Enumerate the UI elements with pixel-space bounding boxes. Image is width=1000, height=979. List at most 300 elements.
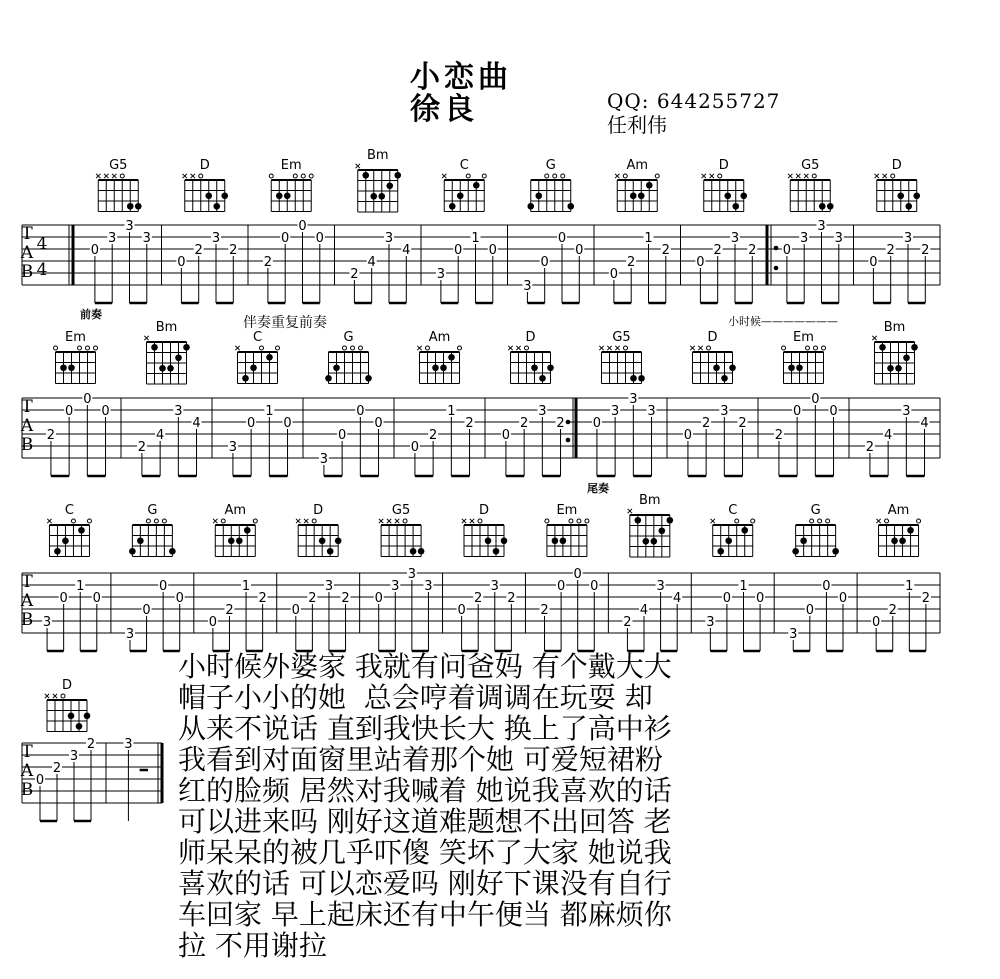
open-string-icon bbox=[478, 519, 482, 523]
chord-name: Bm bbox=[366, 148, 389, 163]
tab-note: 3 bbox=[720, 404, 729, 419]
tab-note: 2 bbox=[623, 615, 632, 630]
tab-note: 2 bbox=[86, 737, 96, 752]
finger-dot bbox=[242, 375, 249, 382]
finger-dot bbox=[370, 193, 377, 200]
chord-diagram-d bbox=[183, 158, 229, 212]
finger-dot bbox=[78, 527, 85, 534]
tab-letter-t: T bbox=[21, 224, 33, 244]
finger-dot bbox=[899, 537, 906, 544]
open-string-icon bbox=[826, 519, 830, 523]
tab-note: 3 bbox=[424, 579, 433, 594]
open-string-icon bbox=[94, 346, 98, 350]
accompaniment-label: 伴奏重复前奏 bbox=[243, 315, 327, 331]
chord-diagram-g5 bbox=[599, 330, 645, 384]
finger-dot bbox=[907, 527, 914, 534]
finger-dot bbox=[333, 364, 340, 371]
open-string-icon bbox=[253, 519, 257, 523]
chord-diagram-em bbox=[545, 503, 589, 557]
open-string-icon bbox=[814, 346, 818, 350]
tab-note: 0 bbox=[556, 579, 566, 594]
muted-string-icon bbox=[442, 174, 446, 178]
tab-note: 1 bbox=[265, 404, 274, 419]
muted-string-icon bbox=[183, 174, 187, 178]
muted-string-icon bbox=[615, 346, 619, 350]
open-string-icon bbox=[553, 174, 557, 178]
tab-note: 0 bbox=[457, 603, 466, 618]
open-string-icon bbox=[199, 174, 203, 178]
tab-note: 0 bbox=[92, 591, 101, 606]
tab-note: 0 bbox=[755, 591, 765, 606]
qq-contact: QQ: 644255727 bbox=[607, 89, 781, 113]
open-string-icon bbox=[561, 174, 565, 178]
finger-dot bbox=[129, 548, 136, 555]
tab-note: 3 bbox=[629, 392, 638, 407]
tab-note: 2 bbox=[194, 243, 203, 258]
finger-dot bbox=[643, 538, 650, 545]
chord-name: Am bbox=[428, 330, 451, 345]
muted-string-icon bbox=[804, 174, 808, 178]
open-string-icon bbox=[545, 519, 549, 523]
open-string-icon bbox=[812, 174, 816, 178]
open-string-icon bbox=[426, 346, 430, 350]
open-string-icon bbox=[146, 519, 150, 523]
finger-dot bbox=[135, 203, 142, 210]
tab-note: 2 bbox=[738, 416, 747, 431]
open-string-icon bbox=[577, 519, 581, 523]
tab-note: 1 bbox=[241, 579, 251, 594]
chord-name: C bbox=[252, 330, 263, 345]
tab-letter-t: T bbox=[21, 742, 33, 762]
tab-note: 0 bbox=[811, 392, 820, 407]
muted-string-icon bbox=[876, 519, 880, 523]
finger-dot bbox=[418, 548, 425, 555]
time-signature-top: 4 bbox=[36, 234, 48, 254]
finger-dot bbox=[410, 548, 417, 555]
chord-diagram-am bbox=[213, 503, 257, 557]
tab-note: 0 bbox=[501, 428, 511, 443]
finger-dot bbox=[76, 723, 83, 730]
tab-note: 4 bbox=[402, 243, 411, 258]
tab-note: 0 bbox=[246, 416, 256, 431]
tab-note: 0 bbox=[291, 603, 300, 618]
finger-dot bbox=[319, 537, 326, 544]
finger-dot bbox=[913, 192, 920, 199]
finger-dot bbox=[327, 548, 334, 555]
tab-note: 0 bbox=[540, 255, 549, 270]
tab-note: 1 bbox=[76, 579, 85, 594]
tab-note: 3 bbox=[125, 627, 135, 642]
open-string-icon bbox=[403, 519, 407, 523]
tab-note: 2 bbox=[308, 591, 317, 606]
muted-string-icon bbox=[45, 694, 49, 698]
chord-name: G5 bbox=[801, 158, 820, 173]
open-string-icon bbox=[221, 519, 225, 523]
open-string-icon bbox=[891, 174, 895, 178]
tab-note: 0 bbox=[609, 267, 619, 282]
tab-note: 2 bbox=[229, 243, 238, 258]
chord-diagram-c bbox=[442, 158, 486, 212]
tab-note: 3 bbox=[800, 231, 809, 246]
tab-note: 0 bbox=[683, 428, 693, 443]
tab-note: 2 bbox=[921, 591, 931, 606]
finger-dot bbox=[905, 203, 912, 210]
chord-diagram-bm bbox=[144, 320, 190, 384]
open-string-icon bbox=[260, 346, 264, 350]
tab-note: 3 bbox=[391, 579, 400, 594]
tab-note: 0 bbox=[488, 243, 497, 258]
chord-name: Bm bbox=[155, 320, 178, 335]
finger-dot bbox=[137, 537, 144, 544]
repeat-dot bbox=[566, 438, 571, 443]
chord-name: G bbox=[147, 503, 158, 518]
tab-note: 3 bbox=[384, 231, 394, 246]
open-string-icon bbox=[623, 174, 627, 178]
chord-name: G bbox=[810, 503, 821, 518]
tab-letter-b: B bbox=[20, 435, 34, 455]
open-string-icon bbox=[54, 346, 58, 350]
song-title: 小恋曲 bbox=[410, 60, 512, 95]
finger-dot bbox=[448, 354, 455, 361]
tab-note: 2 bbox=[661, 243, 670, 258]
open-string-icon bbox=[309, 174, 313, 178]
intro-label: 前奏 bbox=[80, 308, 102, 321]
tab-note: 2 bbox=[52, 761, 62, 776]
chord-diagram-g5 bbox=[379, 503, 425, 557]
lyric-line: 喜欢的话 可以恋爱吗 刚好下课没有自行 bbox=[178, 867, 672, 900]
chord-diagram-c bbox=[47, 503, 91, 557]
muted-string-icon bbox=[47, 519, 51, 523]
tab-note: 3 bbox=[834, 231, 843, 246]
tab-note: 0 bbox=[805, 603, 814, 618]
finger-dot bbox=[221, 192, 228, 199]
chord-diagram-g bbox=[325, 330, 372, 384]
muted-string-icon bbox=[379, 519, 383, 523]
finger-dot bbox=[741, 527, 748, 534]
chord-name: C bbox=[64, 503, 74, 518]
tab-letter-b: B bbox=[20, 780, 34, 800]
open-string-icon bbox=[735, 519, 739, 523]
muted-string-icon bbox=[53, 694, 57, 698]
tab-note: 2 bbox=[474, 591, 483, 606]
finger-dot bbox=[552, 537, 559, 544]
open-string-icon bbox=[466, 174, 470, 178]
repeat-dot bbox=[774, 246, 779, 251]
finger-dot bbox=[183, 344, 190, 351]
finger-dot bbox=[819, 203, 826, 210]
tab-note: 0 bbox=[590, 579, 599, 594]
finger-dot bbox=[721, 375, 728, 382]
lyric-line: 从来不说话 直到我快长大 换上了高中衫 bbox=[178, 712, 672, 745]
open-string-icon bbox=[87, 519, 91, 523]
tab-note: 3 bbox=[610, 404, 620, 419]
open-string-icon bbox=[917, 519, 921, 523]
tab-note: 2 bbox=[888, 603, 897, 618]
finger-dot bbox=[792, 548, 799, 555]
tab-note: 3 bbox=[490, 579, 499, 594]
finger-dot bbox=[175, 354, 182, 361]
tab-note: 2 bbox=[137, 440, 147, 455]
muted-string-icon bbox=[883, 174, 887, 178]
tab-note: 2 bbox=[519, 416, 529, 431]
tab-note: 3 bbox=[324, 579, 334, 594]
tab-note: 2 bbox=[627, 255, 636, 270]
open-string-icon bbox=[312, 519, 316, 523]
tab-note: 0 bbox=[337, 428, 347, 443]
tab-note: 3 bbox=[211, 231, 221, 246]
tab-note: 4 bbox=[673, 591, 682, 606]
finger-dot bbox=[457, 192, 464, 199]
finger-dot bbox=[68, 712, 75, 719]
finger-dot bbox=[62, 537, 69, 544]
tab-note: 0 bbox=[35, 773, 45, 788]
finger-dot bbox=[651, 538, 658, 545]
finger-dot bbox=[897, 192, 904, 199]
tab-note: 2 bbox=[350, 267, 359, 282]
chord-diagram-bm bbox=[356, 148, 402, 212]
artist-name: 徐良 bbox=[410, 92, 478, 127]
finger-dot bbox=[560, 537, 567, 544]
finger-dot bbox=[832, 548, 839, 555]
open-string-icon bbox=[810, 519, 814, 523]
tab-note: 0 bbox=[177, 255, 186, 270]
open-string-icon bbox=[154, 519, 158, 523]
chord-diagram-g5 bbox=[96, 158, 142, 212]
tab-note: 4 bbox=[639, 603, 649, 618]
tab-note: 2 bbox=[465, 416, 474, 431]
muted-string-icon bbox=[235, 346, 239, 350]
muted-string-icon bbox=[395, 519, 399, 523]
finger-dot bbox=[667, 517, 674, 524]
tab-note: 3 bbox=[174, 404, 183, 419]
open-string-icon bbox=[162, 519, 166, 523]
finger-dot bbox=[635, 517, 642, 524]
time-signature-bottom: 4 bbox=[36, 260, 48, 280]
muted-string-icon bbox=[417, 346, 421, 350]
muted-string-icon bbox=[356, 164, 360, 168]
repeat-dot bbox=[774, 266, 779, 271]
muted-string-icon bbox=[796, 174, 800, 178]
open-string-icon bbox=[655, 174, 659, 178]
open-string-icon bbox=[86, 346, 90, 350]
lyric-line: 小时候外婆家 我就有问爸妈 有个戴大大 bbox=[178, 650, 672, 683]
finger-dot bbox=[879, 344, 886, 351]
finger-dot bbox=[485, 537, 492, 544]
muted-string-icon bbox=[698, 346, 702, 350]
lyric-line: 师呆呆的被几乎吓傻 笑坏了大家 她说我 bbox=[178, 836, 672, 869]
chord-diagram-d bbox=[690, 330, 736, 384]
muted-string-icon bbox=[788, 174, 792, 178]
lyric-line: 拉 不用谢拉 bbox=[178, 929, 327, 962]
tab-note: 0 bbox=[90, 243, 100, 258]
muted-string-icon bbox=[112, 174, 116, 178]
finger-dot bbox=[378, 193, 385, 200]
finger-dot bbox=[127, 203, 134, 210]
tab-note: 0 bbox=[872, 615, 881, 630]
tab-note: 0 bbox=[283, 416, 292, 431]
muted-string-icon bbox=[615, 174, 619, 178]
tab-note: 0 bbox=[374, 416, 383, 431]
tab-letter-b: B bbox=[20, 262, 34, 282]
finger-dot bbox=[531, 364, 538, 371]
tab-note: 3 bbox=[124, 737, 133, 752]
chord-name: G5 bbox=[109, 158, 128, 173]
tab-note: 3 bbox=[656, 579, 665, 594]
chord-diagram-d bbox=[462, 503, 508, 557]
muted-string-icon bbox=[690, 346, 694, 350]
muted-string-icon bbox=[387, 519, 391, 523]
chord-name: G5 bbox=[391, 503, 411, 518]
tab-note: 2 bbox=[341, 591, 350, 606]
open-string-icon bbox=[569, 519, 573, 523]
tab-note: 4 bbox=[155, 428, 165, 443]
tab-note: 0 bbox=[410, 440, 420, 455]
tab-note: 2 bbox=[886, 243, 895, 258]
muted-string-icon bbox=[710, 174, 714, 178]
tab-letter-t: T bbox=[21, 397, 33, 417]
chord-name: D bbox=[718, 158, 729, 173]
finger-dot bbox=[729, 364, 736, 371]
lyric-line: 可以进来吗 刚好这道难题想不出回答 老 bbox=[178, 805, 672, 838]
tab-note: 0 bbox=[59, 591, 68, 606]
finger-dot bbox=[335, 537, 342, 544]
tab-note: 3 bbox=[538, 404, 547, 419]
open-string-icon bbox=[885, 519, 889, 523]
tab-note: 1 bbox=[471, 231, 480, 246]
chord-diagram-g5 bbox=[788, 158, 834, 212]
open-string-icon bbox=[359, 346, 363, 350]
tab-letter-b: B bbox=[20, 610, 34, 630]
tab-note: 4 bbox=[920, 416, 929, 431]
finger-dot bbox=[228, 537, 235, 544]
lyric-line: 红的脸频 居然对我喊着 她说我喜欢的话 bbox=[178, 774, 672, 807]
tab-note: 0 bbox=[573, 567, 582, 582]
open-string-icon bbox=[61, 694, 65, 698]
chord-name: D bbox=[478, 503, 490, 518]
finger-dot bbox=[535, 192, 542, 199]
finger-dot bbox=[724, 192, 731, 199]
muted-string-icon bbox=[96, 174, 100, 178]
tab-note: 1 bbox=[644, 231, 653, 246]
tab-note: 4 bbox=[192, 416, 201, 431]
tab-note: 3 bbox=[319, 452, 329, 467]
tab-note: 3 bbox=[42, 615, 52, 630]
finger-dot bbox=[84, 712, 91, 719]
open-string-icon bbox=[818, 519, 822, 523]
open-string-icon bbox=[822, 346, 826, 350]
chord-name: D bbox=[891, 158, 902, 173]
arranger-name: 任利伟 bbox=[607, 113, 667, 137]
tab-note: 0 bbox=[722, 591, 732, 606]
tab-note: 2 bbox=[921, 243, 930, 258]
lyric-line: 帽子小小的她 总会哼着调调在玩耍 却 bbox=[178, 681, 653, 714]
finger-dot bbox=[68, 364, 75, 371]
finger-dot bbox=[911, 344, 918, 351]
muted-string-icon bbox=[875, 174, 879, 178]
chord-name: C bbox=[728, 503, 738, 518]
tab-note: 0 bbox=[696, 255, 705, 270]
tab-note: 3 bbox=[407, 567, 417, 582]
tab-note: 0 bbox=[315, 231, 324, 246]
tab-note: 2 bbox=[428, 428, 438, 443]
chord-diagram-bm bbox=[628, 493, 674, 557]
chord-name: G bbox=[545, 158, 556, 173]
tab-note: 0 bbox=[208, 615, 218, 630]
muted-string-icon bbox=[213, 519, 217, 523]
finger-dot bbox=[449, 203, 456, 210]
tab-note: 3 bbox=[108, 231, 117, 246]
tab-note: 3 bbox=[142, 231, 151, 246]
open-string-icon bbox=[301, 174, 305, 178]
open-string-icon bbox=[482, 174, 486, 178]
finger-dot bbox=[740, 192, 747, 199]
tab-note: 0 bbox=[83, 392, 92, 407]
muted-string-icon bbox=[462, 519, 466, 523]
finger-dot bbox=[895, 365, 902, 372]
muted-string-icon bbox=[144, 336, 148, 340]
finger-dot bbox=[205, 192, 212, 199]
muted-string-icon bbox=[628, 509, 632, 513]
finger-dot bbox=[527, 203, 534, 210]
finger-dot bbox=[362, 172, 369, 179]
tab-note: 0 bbox=[575, 243, 584, 258]
tab-note: 2 bbox=[865, 440, 875, 455]
muted-string-icon bbox=[304, 519, 308, 523]
tab-note: 2 bbox=[774, 428, 784, 443]
chord-diagram-d bbox=[508, 330, 554, 384]
tab-note: 1 bbox=[447, 404, 456, 419]
tab-letter-a: A bbox=[20, 243, 34, 263]
finger-dot bbox=[54, 548, 61, 555]
finger-dot bbox=[213, 203, 220, 210]
muted-string-icon bbox=[607, 346, 611, 350]
open-string-icon bbox=[120, 174, 124, 178]
tab-note: 0 bbox=[175, 591, 184, 606]
tab-note: 0 bbox=[356, 404, 365, 419]
finger-dot bbox=[250, 364, 257, 371]
muted-string-icon bbox=[470, 519, 474, 523]
chord-name: C bbox=[459, 158, 469, 173]
tab-note: 3 bbox=[523, 279, 532, 294]
tab-note: 2 bbox=[507, 591, 516, 606]
chord-name: G5 bbox=[612, 330, 631, 345]
open-string-icon bbox=[293, 174, 297, 178]
open-string-icon bbox=[276, 346, 280, 350]
muted-string-icon bbox=[516, 346, 520, 350]
finger-dot bbox=[659, 527, 666, 534]
tab-note: 2 bbox=[258, 591, 267, 606]
muted-string-icon bbox=[711, 519, 715, 523]
tab-note: 0 bbox=[869, 255, 878, 270]
chord-name: D bbox=[313, 503, 324, 518]
chord-diagram-am bbox=[615, 158, 659, 212]
chord-diagram-g bbox=[129, 503, 176, 557]
finger-dot bbox=[394, 172, 401, 179]
open-string-icon bbox=[343, 346, 347, 350]
finger-dot bbox=[365, 375, 372, 382]
chord-name: Am bbox=[626, 158, 649, 173]
tab-note: 3 bbox=[436, 267, 446, 282]
tab-note: 2 bbox=[225, 603, 234, 618]
lyric-line: 我看到对面窗里站着那个她 可爱短裙粉 bbox=[178, 743, 663, 776]
finger-dot bbox=[788, 364, 795, 371]
tab-note: 0 bbox=[159, 579, 168, 594]
open-string-icon bbox=[751, 519, 755, 523]
tab-note: 0 bbox=[298, 219, 307, 234]
finger-dot bbox=[903, 354, 910, 361]
muted-string-icon bbox=[508, 346, 512, 350]
finger-dot bbox=[236, 537, 243, 544]
